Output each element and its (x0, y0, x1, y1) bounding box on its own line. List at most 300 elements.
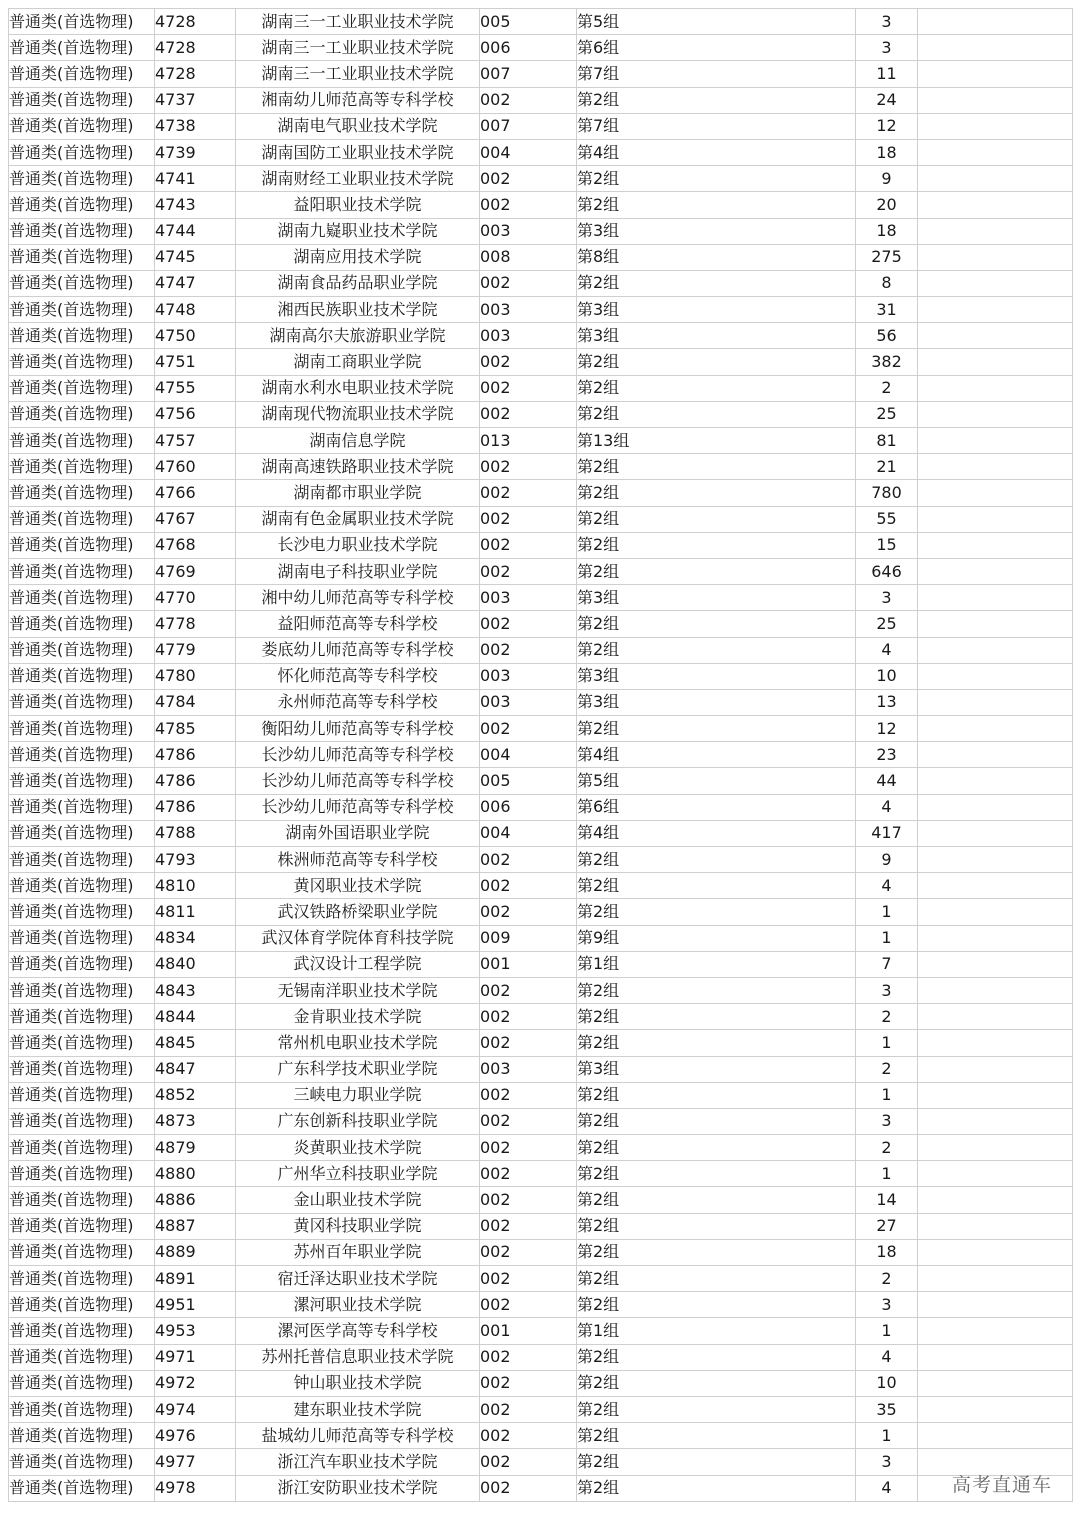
table-row (9, 375, 1073, 401)
category-cell: 普通类(首选物理) (9, 1370, 155, 1396)
plan-count-cell: 81 (856, 428, 918, 454)
table-row (9, 899, 1073, 925)
group-name-cell: 第2组 (577, 1239, 856, 1265)
empty-cell (918, 1213, 1073, 1239)
table-row (9, 480, 1073, 506)
group-code-cell: 003 (480, 1056, 577, 1082)
school-name-cell: 湖南电气职业技术学院 (236, 113, 480, 139)
plan-count-cell: 1 (856, 1030, 918, 1056)
category-cell: 普通类(首选物理) (9, 270, 155, 296)
table-body (9, 9, 1073, 1502)
table-row (9, 1056, 1073, 1082)
category-cell: 普通类(首选物理) (9, 9, 155, 35)
table-row (9, 401, 1073, 427)
empty-cell (918, 139, 1073, 165)
school-code-cell: 4751 (155, 349, 236, 375)
category-cell: 普通类(首选物理) (9, 480, 155, 506)
group-name-cell: 第2组 (577, 611, 856, 637)
school-code-cell: 4852 (155, 1082, 236, 1108)
group-name-cell: 第2组 (577, 192, 856, 218)
school-code-cell: 4788 (155, 820, 236, 846)
group-code-cell: 002 (480, 899, 577, 925)
group-code-cell: 002 (480, 558, 577, 584)
table-row (9, 768, 1073, 794)
group-code-cell: 007 (480, 113, 577, 139)
category-cell: 普通类(首选物理) (9, 401, 155, 427)
table-row (9, 244, 1073, 270)
table-row (9, 585, 1073, 611)
school-code-cell: 4728 (155, 61, 236, 87)
group-code-cell: 001 (480, 1318, 577, 1344)
plan-count-cell: 8 (856, 270, 918, 296)
group-code-cell: 006 (480, 35, 577, 61)
plan-count-cell: 3 (856, 585, 918, 611)
school-code-cell: 4951 (155, 1292, 236, 1318)
group-code-cell: 002 (480, 192, 577, 218)
school-name-cell: 黄冈职业技术学院 (236, 873, 480, 899)
watermark-text: 高考直通车 (951, 1474, 1052, 1496)
category-cell: 普通类(首选物理) (9, 532, 155, 558)
plan-count-cell: 1 (856, 1082, 918, 1108)
group-code-cell: 002 (480, 375, 577, 401)
group-name-cell: 第3组 (577, 297, 856, 323)
table-row (9, 1004, 1073, 1030)
school-name-cell: 湘西民族职业技术学院 (236, 297, 480, 323)
category-cell: 普通类(首选物理) (9, 925, 155, 951)
table-row (9, 139, 1073, 165)
school-code-cell: 4847 (155, 1056, 236, 1082)
empty-cell (918, 244, 1073, 270)
table-row (9, 9, 1073, 35)
category-cell: 普通类(首选物理) (9, 1082, 155, 1108)
school-name-cell: 苏州百年职业学院 (236, 1239, 480, 1265)
empty-cell (918, 1135, 1073, 1161)
table-row (9, 611, 1073, 637)
table-row (9, 1475, 1073, 1501)
school-name-cell: 湖南财经工业职业技术学院 (236, 166, 480, 192)
category-cell: 普通类(首选物理) (9, 192, 155, 218)
group-code-cell: 004 (480, 139, 577, 165)
category-cell: 普通类(首选物理) (9, 1187, 155, 1213)
category-cell: 普通类(首选物理) (9, 1423, 155, 1449)
group-code-cell: 002 (480, 1344, 577, 1370)
school-name-cell: 湖南现代物流职业技术学院 (236, 401, 480, 427)
school-name-cell: 浙江安防职业技术学院 (236, 1475, 480, 1501)
group-code-cell: 003 (480, 323, 577, 349)
school-name-cell: 长沙电力职业技术学院 (236, 532, 480, 558)
group-code-cell: 002 (480, 1004, 577, 1030)
school-name-cell: 金肯职业技术学院 (236, 1004, 480, 1030)
group-name-cell: 第2组 (577, 899, 856, 925)
group-name-cell: 第2组 (577, 270, 856, 296)
empty-cell (918, 1161, 1073, 1187)
group-name-cell: 第6组 (577, 35, 856, 61)
table-row (9, 297, 1073, 323)
table-row (9, 532, 1073, 558)
plan-count-cell: 3 (856, 1108, 918, 1134)
plan-count-cell: 2 (856, 1004, 918, 1030)
category-cell: 普通类(首选物理) (9, 1292, 155, 1318)
school-name-cell: 湖南高速铁路职业技术学院 (236, 454, 480, 480)
plan-count-cell: 1 (856, 1423, 918, 1449)
school-code-cell: 4755 (155, 375, 236, 401)
empty-cell (918, 716, 1073, 742)
group-code-cell: 002 (480, 1475, 577, 1501)
category-cell: 普通类(首选物理) (9, 637, 155, 663)
school-code-cell: 4770 (155, 585, 236, 611)
school-name-cell: 漯河职业技术学院 (236, 1292, 480, 1318)
category-cell: 普通类(首选物理) (9, 1213, 155, 1239)
school-code-cell: 4976 (155, 1423, 236, 1449)
school-name-cell: 湖南工商职业学院 (236, 349, 480, 375)
plan-count-cell: 1 (856, 899, 918, 925)
empty-cell (918, 1396, 1073, 1422)
table-row (9, 1239, 1073, 1265)
school-code-cell: 4750 (155, 323, 236, 349)
empty-cell (918, 1344, 1073, 1370)
table-row (9, 1187, 1073, 1213)
school-name-cell: 建东职业技术学院 (236, 1396, 480, 1422)
group-code-cell: 004 (480, 820, 577, 846)
school-code-cell: 4843 (155, 977, 236, 1003)
empty-cell (918, 794, 1073, 820)
plan-count-cell: 3 (856, 1449, 918, 1475)
table-row (9, 428, 1073, 454)
table-row (9, 1344, 1073, 1370)
school-name-cell: 湖南水利水电职业技术学院 (236, 375, 480, 401)
school-name-cell: 湖南都市职业学院 (236, 480, 480, 506)
group-code-cell: 002 (480, 1423, 577, 1449)
group-code-cell: 002 (480, 1161, 577, 1187)
school-name-cell: 湖南信息学院 (236, 428, 480, 454)
plan-count-cell: 3 (856, 1292, 918, 1318)
group-name-cell: 第2组 (577, 1082, 856, 1108)
group-name-cell: 第2组 (577, 1344, 856, 1370)
school-code-cell: 4739 (155, 139, 236, 165)
empty-cell (918, 35, 1073, 61)
school-code-cell: 4768 (155, 532, 236, 558)
table-row (9, 87, 1073, 113)
plan-count-cell: 44 (856, 768, 918, 794)
group-code-cell: 002 (480, 401, 577, 427)
plan-count-cell: 12 (856, 113, 918, 139)
table-row (9, 716, 1073, 742)
school-code-cell: 4834 (155, 925, 236, 951)
empty-cell (918, 1292, 1073, 1318)
empty-cell (918, 349, 1073, 375)
plan-count-cell: 13 (856, 689, 918, 715)
category-cell: 普通类(首选物理) (9, 323, 155, 349)
plan-count-cell: 18 (856, 139, 918, 165)
plan-count-cell: 1 (856, 1161, 918, 1187)
category-cell: 普通类(首选物理) (9, 847, 155, 873)
empty-cell (918, 166, 1073, 192)
category-cell: 普通类(首选物理) (9, 716, 155, 742)
school-name-cell: 怀化师范高等专科学校 (236, 663, 480, 689)
school-name-cell: 广东科学技术职业学院 (236, 1056, 480, 1082)
category-cell: 普通类(首选物理) (9, 742, 155, 768)
category-cell: 普通类(首选物理) (9, 558, 155, 584)
group-name-cell: 第3组 (577, 585, 856, 611)
school-code-cell: 4728 (155, 9, 236, 35)
school-code-cell: 4786 (155, 742, 236, 768)
empty-cell (918, 742, 1073, 768)
table-row (9, 689, 1073, 715)
group-code-cell: 002 (480, 977, 577, 1003)
group-name-cell: 第2组 (577, 1213, 856, 1239)
group-name-cell: 第2组 (577, 1292, 856, 1318)
group-code-cell: 003 (480, 297, 577, 323)
category-cell: 普通类(首选物理) (9, 139, 155, 165)
category-cell: 普通类(首选物理) (9, 61, 155, 87)
school-name-cell: 武汉设计工程学院 (236, 951, 480, 977)
group-name-cell: 第2组 (577, 558, 856, 584)
group-name-cell: 第7组 (577, 113, 856, 139)
school-code-cell: 4728 (155, 35, 236, 61)
group-name-cell: 第2组 (577, 87, 856, 113)
category-cell: 普通类(首选物理) (9, 794, 155, 820)
group-code-cell: 003 (480, 218, 577, 244)
school-code-cell: 4786 (155, 794, 236, 820)
category-cell: 普通类(首选物理) (9, 585, 155, 611)
empty-cell (918, 218, 1073, 244)
school-code-cell: 4747 (155, 270, 236, 296)
school-code-cell: 4785 (155, 716, 236, 742)
table-row (9, 1135, 1073, 1161)
group-name-cell: 第2组 (577, 1187, 856, 1213)
empty-cell (918, 297, 1073, 323)
empty-cell (918, 375, 1073, 401)
group-name-cell: 第2组 (577, 1396, 856, 1422)
category-cell: 普通类(首选物理) (9, 1056, 155, 1082)
empty-cell (918, 637, 1073, 663)
plan-count-cell: 4 (856, 1475, 918, 1501)
school-code-cell: 4811 (155, 899, 236, 925)
school-name-cell: 湖南三一工业职业技术学院 (236, 35, 480, 61)
group-name-cell: 第5组 (577, 768, 856, 794)
school-code-cell: 4844 (155, 1004, 236, 1030)
group-name-cell: 第2组 (577, 1030, 856, 1056)
empty-cell (918, 192, 1073, 218)
category-cell: 普通类(首选物理) (9, 428, 155, 454)
group-code-cell: 005 (480, 768, 577, 794)
category-cell: 普通类(首选物理) (9, 1030, 155, 1056)
school-code-cell: 4974 (155, 1396, 236, 1422)
group-code-cell: 002 (480, 1396, 577, 1422)
empty-cell (918, 61, 1073, 87)
plan-count-cell: 1 (856, 1318, 918, 1344)
plan-count-cell: 3 (856, 9, 918, 35)
table-row (9, 1213, 1073, 1239)
category-cell: 普通类(首选物理) (9, 297, 155, 323)
school-name-cell: 湖南食品药品职业学院 (236, 270, 480, 296)
school-name-cell: 长沙幼儿师范高等专科学校 (236, 742, 480, 768)
plan-count-cell: 25 (856, 611, 918, 637)
school-name-cell: 广东创新科技职业学院 (236, 1108, 480, 1134)
empty-cell (918, 1004, 1073, 1030)
school-name-cell: 浙江汽车职业技术学院 (236, 1449, 480, 1475)
school-name-cell: 湖南电子科技职业学院 (236, 558, 480, 584)
group-code-cell: 002 (480, 166, 577, 192)
category-cell: 普通类(首选物理) (9, 1135, 155, 1161)
empty-cell (918, 899, 1073, 925)
group-code-cell: 002 (480, 1266, 577, 1292)
school-code-cell: 4971 (155, 1344, 236, 1370)
group-name-cell: 第2组 (577, 1475, 856, 1501)
table-row (9, 323, 1073, 349)
table-row (9, 742, 1073, 768)
school-name-cell: 宿迁泽达职业技术学院 (236, 1266, 480, 1292)
group-name-cell: 第2组 (577, 873, 856, 899)
group-code-cell: 002 (480, 349, 577, 375)
group-code-cell: 002 (480, 454, 577, 480)
school-code-cell: 4741 (155, 166, 236, 192)
group-code-cell: 002 (480, 87, 577, 113)
empty-cell (918, 689, 1073, 715)
group-name-cell: 第2组 (577, 454, 856, 480)
group-name-cell: 第3组 (577, 218, 856, 244)
school-name-cell: 金山职业技术学院 (236, 1187, 480, 1213)
school-code-cell: 4889 (155, 1239, 236, 1265)
plan-count-cell: 35 (856, 1396, 918, 1422)
empty-cell (918, 506, 1073, 532)
group-code-cell: 002 (480, 1370, 577, 1396)
plan-count-cell: 4 (856, 637, 918, 663)
group-name-cell: 第6组 (577, 794, 856, 820)
empty-cell (918, 873, 1073, 899)
table-row (9, 847, 1073, 873)
group-code-cell: 002 (480, 1030, 577, 1056)
category-cell: 普通类(首选物理) (9, 1475, 155, 1501)
plan-count-cell: 7 (856, 951, 918, 977)
group-code-cell: 005 (480, 9, 577, 35)
admission-plan-table (8, 8, 1073, 1502)
empty-cell (918, 87, 1073, 113)
table-row (9, 61, 1073, 87)
school-name-cell: 黄冈科技职业学院 (236, 1213, 480, 1239)
empty-cell (918, 820, 1073, 846)
group-code-cell: 002 (480, 716, 577, 742)
empty-cell (918, 270, 1073, 296)
group-code-cell: 002 (480, 1187, 577, 1213)
school-name-cell: 娄底幼儿师范高等专科学校 (236, 637, 480, 663)
empty-cell (918, 1082, 1073, 1108)
table-row (9, 218, 1073, 244)
plan-count-cell: 20 (856, 192, 918, 218)
category-cell: 普通类(首选物理) (9, 87, 155, 113)
school-name-cell: 湖南有色金属职业技术学院 (236, 506, 480, 532)
school-code-cell: 4880 (155, 1161, 236, 1187)
group-name-cell: 第2组 (577, 1423, 856, 1449)
table-row (9, 506, 1073, 532)
school-name-cell: 益阳师范高等专科学校 (236, 611, 480, 637)
school-code-cell: 4779 (155, 637, 236, 663)
group-code-cell: 003 (480, 663, 577, 689)
category-cell: 普通类(首选物理) (9, 1239, 155, 1265)
school-code-cell: 4780 (155, 663, 236, 689)
category-cell: 普通类(首选物理) (9, 611, 155, 637)
school-name-cell: 湘中幼儿师范高等专科学校 (236, 585, 480, 611)
group-code-cell: 007 (480, 61, 577, 87)
group-code-cell: 006 (480, 794, 577, 820)
plan-count-cell: 4 (856, 1344, 918, 1370)
plan-count-cell: 382 (856, 349, 918, 375)
group-code-cell: 002 (480, 270, 577, 296)
category-cell: 普通类(首选物理) (9, 218, 155, 244)
group-code-cell: 003 (480, 585, 577, 611)
school-name-cell: 武汉体育学院体育科技学院 (236, 925, 480, 951)
school-name-cell: 湖南外国语职业学院 (236, 820, 480, 846)
plan-count-cell: 21 (856, 454, 918, 480)
group-code-cell: 002 (480, 1239, 577, 1265)
plan-count-cell: 25 (856, 401, 918, 427)
category-cell: 普通类(首选物理) (9, 1396, 155, 1422)
plan-count-cell: 27 (856, 1213, 918, 1239)
table-row (9, 166, 1073, 192)
school-code-cell: 4873 (155, 1108, 236, 1134)
school-code-cell: 4793 (155, 847, 236, 873)
category-cell: 普通类(首选物理) (9, 977, 155, 1003)
plan-count-cell: 56 (856, 323, 918, 349)
plan-count-cell: 417 (856, 820, 918, 846)
category-cell: 普通类(首选物理) (9, 506, 155, 532)
school-code-cell: 4891 (155, 1266, 236, 1292)
group-name-cell: 第2组 (577, 1004, 856, 1030)
school-name-cell: 三峡电力职业学院 (236, 1082, 480, 1108)
table-row (9, 1396, 1073, 1422)
school-code-cell: 4972 (155, 1370, 236, 1396)
category-cell: 普通类(首选物理) (9, 663, 155, 689)
school-code-cell: 4766 (155, 480, 236, 506)
table-row (9, 113, 1073, 139)
table-row (9, 794, 1073, 820)
school-name-cell: 衡阳幼儿师范高等专科学校 (236, 716, 480, 742)
school-name-cell: 炎黄职业技术学院 (236, 1135, 480, 1161)
category-cell: 普通类(首选物理) (9, 1266, 155, 1292)
plan-count-cell: 3 (856, 977, 918, 1003)
group-name-cell: 第2组 (577, 1161, 856, 1187)
school-code-cell: 4748 (155, 297, 236, 323)
table-row (9, 1030, 1073, 1056)
plan-count-cell: 4 (856, 794, 918, 820)
plan-count-cell: 14 (856, 1187, 918, 1213)
empty-cell (918, 428, 1073, 454)
plan-count-cell: 780 (856, 480, 918, 506)
group-name-cell: 第2组 (577, 1135, 856, 1161)
group-name-cell: 第2组 (577, 1108, 856, 1134)
category-cell: 普通类(首选物理) (9, 244, 155, 270)
school-code-cell: 4887 (155, 1213, 236, 1239)
empty-cell (918, 1108, 1073, 1134)
group-name-cell: 第2组 (577, 847, 856, 873)
school-code-cell: 4767 (155, 506, 236, 532)
category-cell: 普通类(首选物理) (9, 1344, 155, 1370)
plan-count-cell: 55 (856, 506, 918, 532)
table-row (9, 637, 1073, 663)
group-code-cell: 002 (480, 480, 577, 506)
empty-cell (918, 1318, 1073, 1344)
table-row (9, 925, 1073, 951)
table-row (9, 1318, 1073, 1344)
plan-count-cell: 9 (856, 166, 918, 192)
table-row (9, 873, 1073, 899)
plan-count-cell: 10 (856, 663, 918, 689)
category-cell: 普通类(首选物理) (9, 899, 155, 925)
empty-cell (918, 1370, 1073, 1396)
group-name-cell: 第3组 (577, 689, 856, 715)
plan-count-cell: 15 (856, 532, 918, 558)
plan-count-cell: 2 (856, 1056, 918, 1082)
